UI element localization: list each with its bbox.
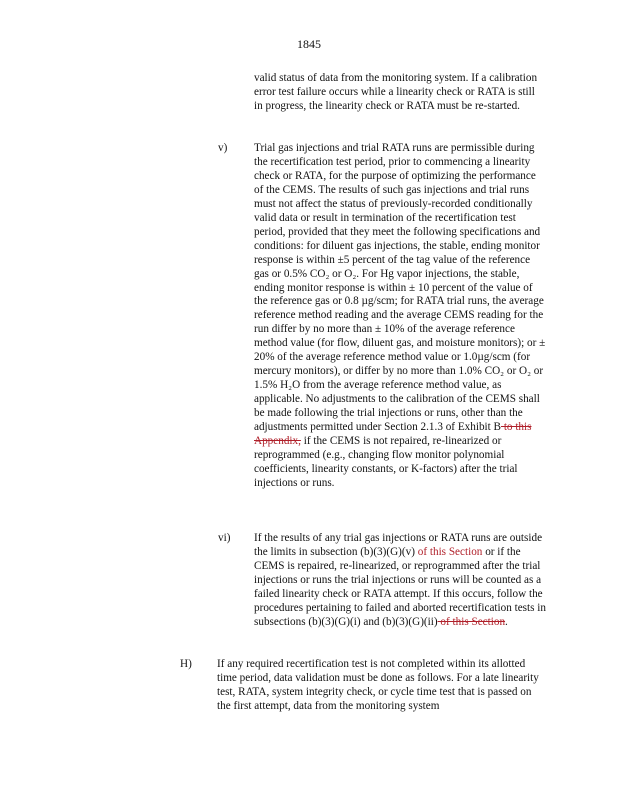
item-H-text: If any required recertification test is not completed within its allotted time period, data validation must be done as follows. For a late linearity test, RATA, system integrity check, or cycle time test that is passed on the first attempt, data from the monitoring system: [217, 658, 539, 712]
item-vi-deleted: of this Section: [437, 615, 506, 628]
item-vi-start: If the results of any trial gas injections or RATA runs are outside the limits in subsection (b)(3)(G)(v): [254, 532, 543, 558]
item-vi-inserted: of this Section: [414, 545, 483, 558]
continuation-text: valid status of data from the monitoring system. If a calibration error test failure occurs while a linearity check or RATA is still in progress, the linearity check or RATA must be re-started.: [254, 72, 538, 112]
item-v-text: [254, 142, 546, 491]
item-vi-label: vi): [218, 532, 231, 544]
item-v-paragraph: [254, 142, 546, 491]
page-number: 1845: [297, 37, 321, 51]
item-vi-middle: or if the CEMS is repaired, re-linearized, or reprogrammed after the trial injections or runs the trial injections or runs will be counted as a failed linearity check or RATA attempt. If this occurs, follow the procedures pertaining to failed and aborted recertification tests in subsections (b)(3)(G)(i) and (b)(3)(G)(ii): [254, 545, 547, 628]
item-H-label: H): [180, 658, 192, 670]
item-v-label: v): [218, 142, 228, 154]
item-v-end: if the CEMS is not repaired, re-linearized or reprogrammed (e.g., changing flow monitor polynomial coefficients, linearity constants, or K-factors) after the trial injections or runs.: [254, 435, 518, 489]
continuation-paragraph: [254, 72, 544, 114]
item-v-deleted: to this Appendix,: [254, 421, 532, 448]
item-H-paragraph: [217, 658, 547, 714]
item-vi-text: [254, 532, 546, 630]
item-vi-end: .: [505, 615, 508, 628]
item-vi-paragraph: [254, 532, 546, 630]
item-v-main: Trial gas injections and trial RATA runs are permissible during the recertification test period, prior to commencing a linearity check or RATA, for the purpose of optimizing the performance of the CEMS. The results of such gas injections and trial runs must not affect the status of previously-recorded conditionally valid data or result in termination of the recertification test period, provided that they meet the following specifications and conditions: for diluent gas injections, the stable, ending monitor response is within ±5 percent of the tag value of the reference gas or 0.5% CO₂ or O₂. For Hg vapor injections, the stable, ending monitor response is within ± 10 percent of the value of the reference gas or 0.8 µg/scm; for RATA trial runs, the average reference method reading and the average CEMS reading for the run differ by no more than ± 10% of the average reference method value (for flow, diluent gas, and moisture monitors); or ± 20% of the average reference method value or 1.0µg/scm (for mercury monitors), or differ by no more than 1.0% CO₂ or O₂ or 1.5% H₂O from the average reference method value, as applicable. No adjustments to the calibration of the CEMS shall be made following the trial injections or runs, other than the adjustments permitted under Section 2.1.3 of Exhibit B: [254, 142, 546, 434]
